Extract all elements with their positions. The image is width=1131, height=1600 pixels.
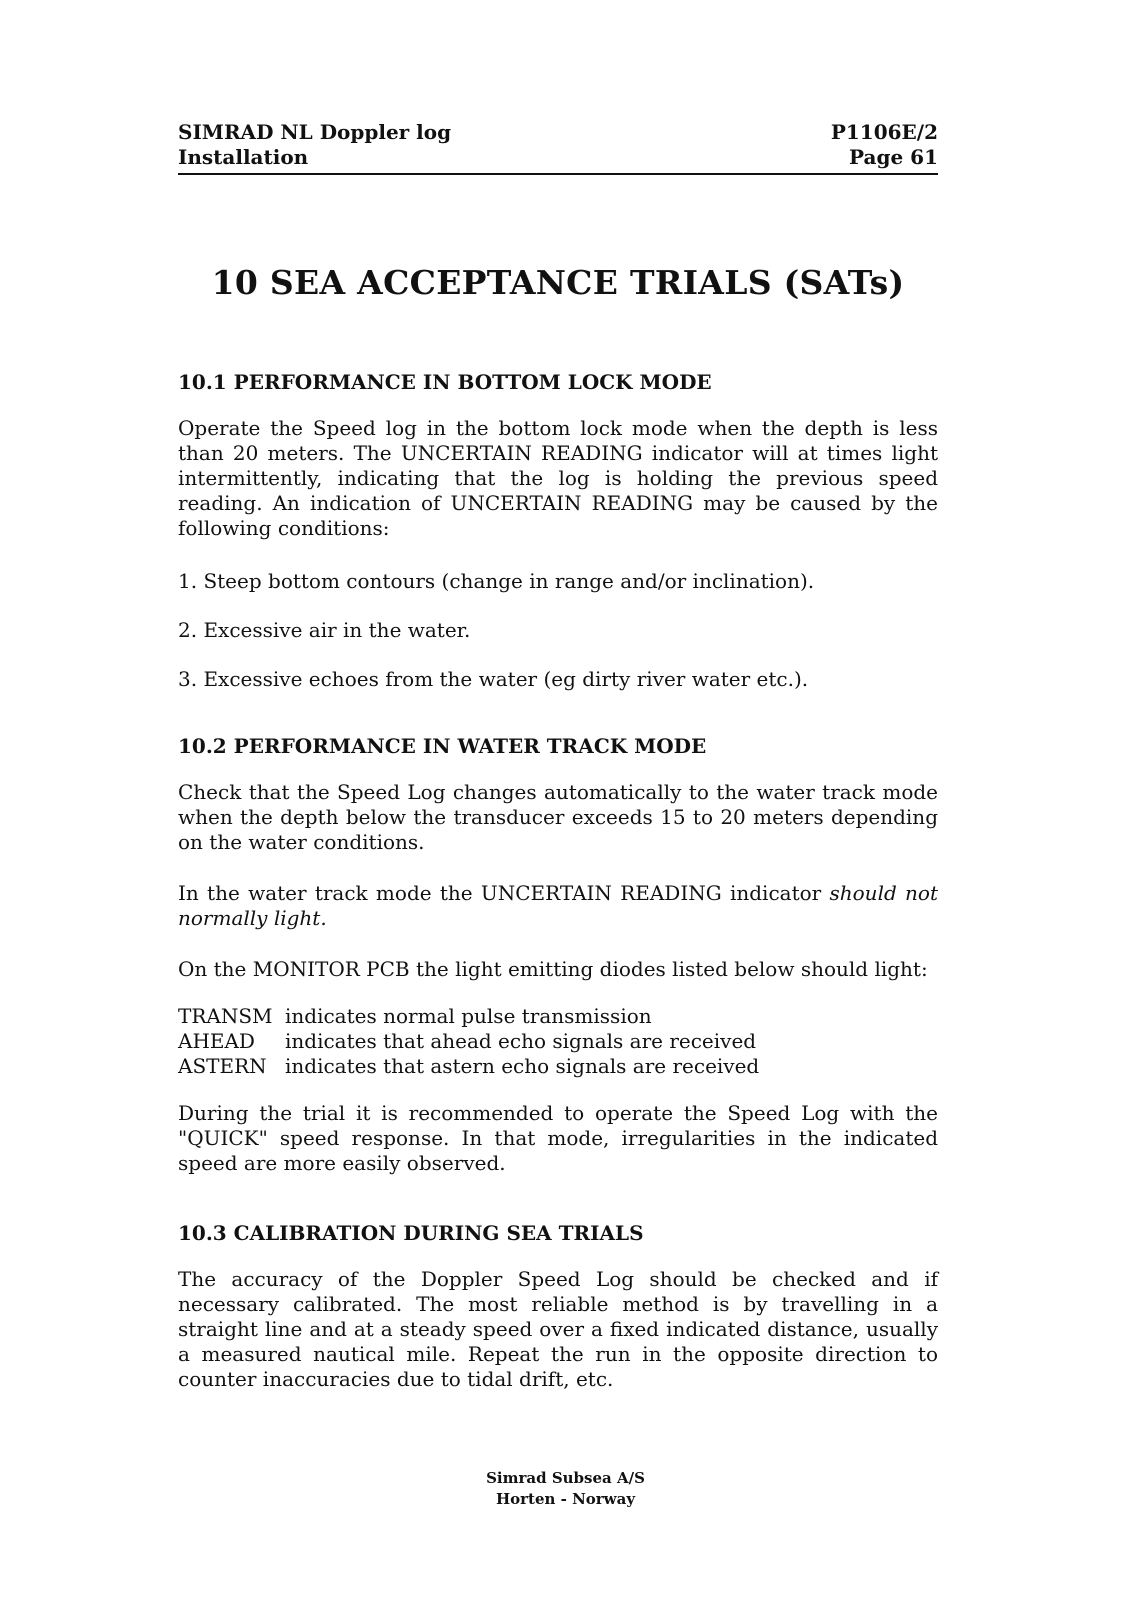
list-item: 1. Steep bottom contours (change in range and/or inclination).	[178, 569, 815, 593]
section-paragraph: The accuracy of the Doppler Speed Log should be checked and if necessary calibrated. The most reliable method is by travelling in a straight line and at a steady speed over a fixed indicated distance, usually a measured nautical mile. Repeat the run in the opposite direction to counter inaccuracies due to tidal drift, etc.	[178, 1267, 938, 1391]
led-row	[178, 1054, 938, 1079]
document-number: P1106E/2	[830, 120, 938, 144]
list-item: 3. Excessive echoes from the water (eg dirty river water etc.).	[178, 667, 809, 691]
led-row	[178, 1029, 938, 1054]
page-number: Page 61	[849, 145, 938, 169]
led-description: indicates that astern echo signals are received	[285, 1054, 760, 1078]
section-paragraph: Operate the Speed log in the bottom lock mode when the depth is less than 20 meters. The UNCERTAIN READING indicator will at times light intermittently, indicating that the log is holding the previous speed reading. An indication of UNCERTAIN READING may be caused by the following conditions:	[178, 416, 938, 540]
header-right	[831, 120, 938, 170]
document-title: SIMRAD NL Doppler log	[178, 120, 452, 144]
section-heading-calibration: 10.3 CALIBRATION DURING SEA TRIALS	[178, 1221, 644, 1245]
led-description: indicates normal pulse transmission	[285, 1004, 652, 1028]
chapter-title: 10 SEA ACCEPTANCE TRIALS (SATs)	[211, 263, 905, 302]
company-name: Simrad Subsea A/S	[486, 1469, 645, 1487]
led-row	[178, 1004, 938, 1029]
page-footer	[0, 1468, 1131, 1510]
document-page	[178, 120, 938, 1392]
paragraph-text: In the water track mode the UNCERTAIN READING indicator	[178, 881, 830, 905]
section-heading-water-track: 10.2 PERFORMANCE IN WATER TRACK MODE	[178, 734, 707, 758]
led-name: AHEAD	[178, 1029, 255, 1053]
document-section: Installation	[178, 145, 309, 169]
section-paragraph	[178, 881, 938, 931]
section-heading-bottom-lock: 10.1 PERFORMANCE IN BOTTOM LOCK MODE	[178, 370, 712, 394]
section-paragraph: During the trial it is recommended to operate the Speed Log with the "QUICK" speed response. In that mode, irregularities in the indicated speed are more easily observed.	[178, 1101, 938, 1175]
section-paragraph: Check that the Speed Log changes automatically to the water track mode when the depth below the transducer exceeds 15 to 20 meters depending on the water conditions.	[178, 780, 938, 854]
page-header	[178, 120, 938, 175]
company-location: Horten - Norway	[495, 1490, 636, 1508]
emphasized-text: should not normally light.	[178, 881, 938, 930]
section-paragraph: On the MONITOR PCB the light emitting diodes listed below should light:	[178, 957, 928, 981]
list-item: 2. Excessive air in the water.	[178, 618, 471, 642]
header-left	[178, 120, 451, 170]
led-description: indicates that ahead echo signals are received	[285, 1029, 757, 1053]
led-list	[178, 1004, 938, 1079]
led-name: ASTERN	[178, 1054, 267, 1078]
led-name: TRANSM	[178, 1004, 273, 1028]
